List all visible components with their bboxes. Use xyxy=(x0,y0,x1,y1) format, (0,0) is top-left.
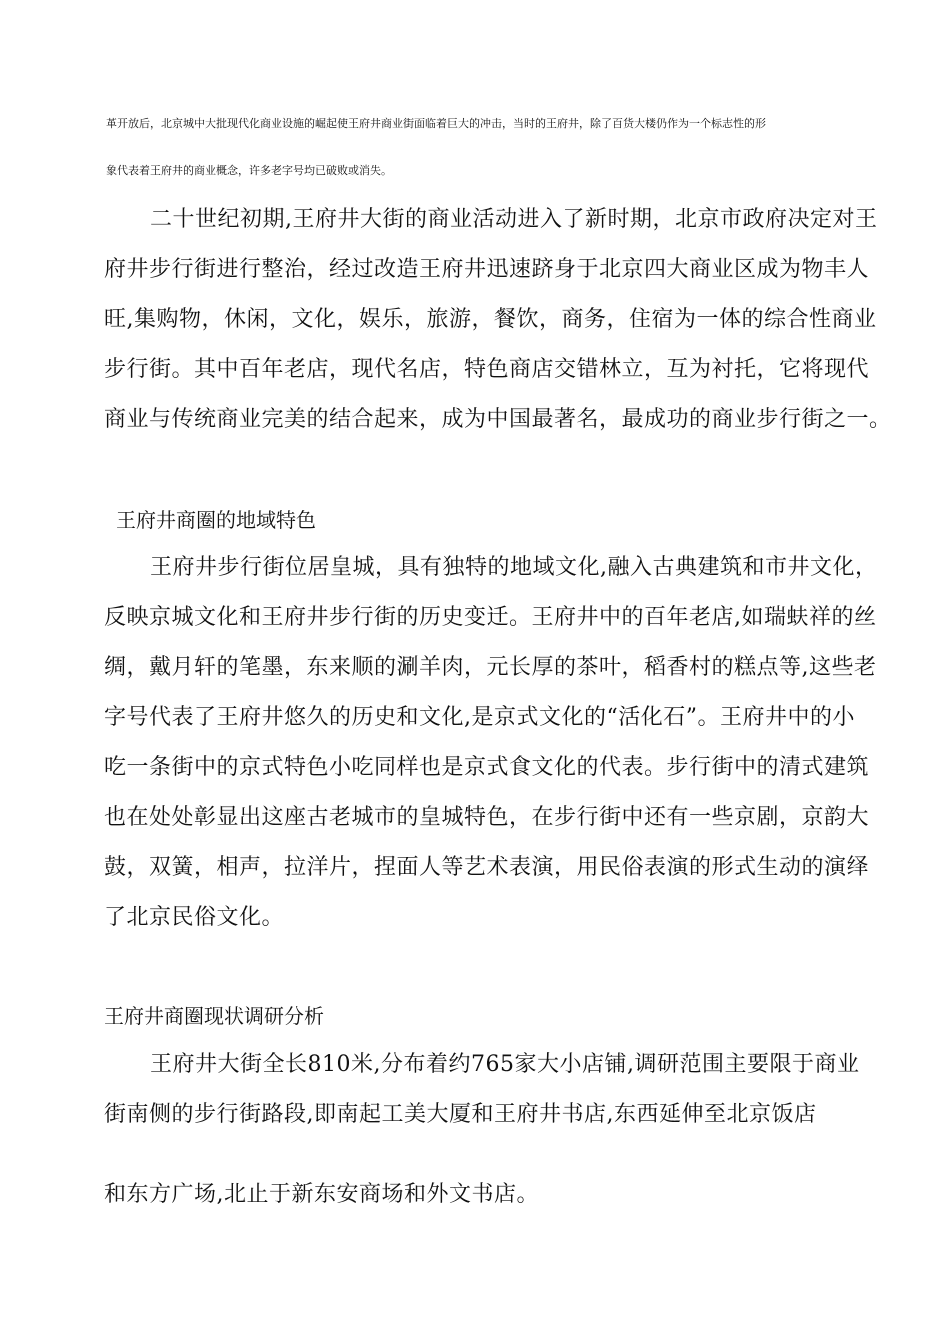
para2-line-1: 王府井步行街位居皇城，具有独特的地域文化,融入古典建筑和市井文化， xyxy=(150,555,878,580)
para3-line-2: 街南侧的步行街路段,即南起工美大厦和王府井书店,东西延伸至北京饭店 xyxy=(104,1102,817,1127)
section-heading-regional-features: 王府井商圈的地域特色 xyxy=(116,508,316,532)
para1-line-1: 二十世纪初期,王府井大街的商业活动进入了新时期，北京市政府决定对王 xyxy=(150,207,878,232)
para1-line-3: 旺,集购物，休闲，文化，娱乐，旅游，餐饮，商务，住宿为一体的综合性商业 xyxy=(104,307,877,332)
para1-line-4: 步行街。其中百年老店，现代名店，特色商店交错林立，互为衬托，它将现代 xyxy=(104,357,870,382)
para1-line-2: 府井步行街进行整治，经过改造王府井迅速跻身于北京四大商业区成为物丰人 xyxy=(104,257,870,282)
intro-line-2: 象代表着王府井的商业概念，许多老字号均已破败或消失。 xyxy=(106,164,392,177)
para2-line-3: 绸，戴月轩的笔墨，东来顺的涮羊肉，元长厚的茶叶，稻香村的糕点等,这些老 xyxy=(104,655,877,680)
para2-line-4: 字号代表了王府井悠久的历史和文化,是京式文化的“活化石”。王府井中的小 xyxy=(104,705,855,730)
section-heading-survey-analysis: 王府井商圈现状调研分析 xyxy=(104,1004,324,1028)
para3-line-3: 和东方广场,北止于新东安商场和外文书店。 xyxy=(104,1182,539,1207)
para2-line-8: 了北京民俗文化。 xyxy=(104,905,285,930)
para1-line-5: 商业与传统商业完美的结合起来，成为中国最著名，最成功的商业步行街之一。 xyxy=(104,407,892,432)
para2-line-5: 吃一条街中的京式特色小吃同样也是京式食文化的代表。步行街中的清式建筑 xyxy=(104,755,870,780)
para3-line-1: 王府井大街全长810米,分布着约765家大小店铺,调研范围主要限于商业 xyxy=(150,1052,860,1077)
para2-line-6: 也在处处彰显出这座古老城市的皇城特色，在步行街中还有一些京剧，京韵大 xyxy=(104,805,870,830)
para2-line-2: 反映京城文化和王府井步行街的历史变迁。王府井中的百年老店,如瑞蚨祥的丝 xyxy=(104,605,877,630)
para2-line-7: 鼓，双簧，相声，拉洋片，捏面人等艺术表演，用民俗表演的形式生动的演绎 xyxy=(104,855,870,880)
intro-line-1: 革开放后，北京城中大批现代化商业设施的崛起使王府井商业街面临着巨大的冲击，当时的王府井，除了百货大楼仍作为一个标志性的形 xyxy=(106,117,766,130)
